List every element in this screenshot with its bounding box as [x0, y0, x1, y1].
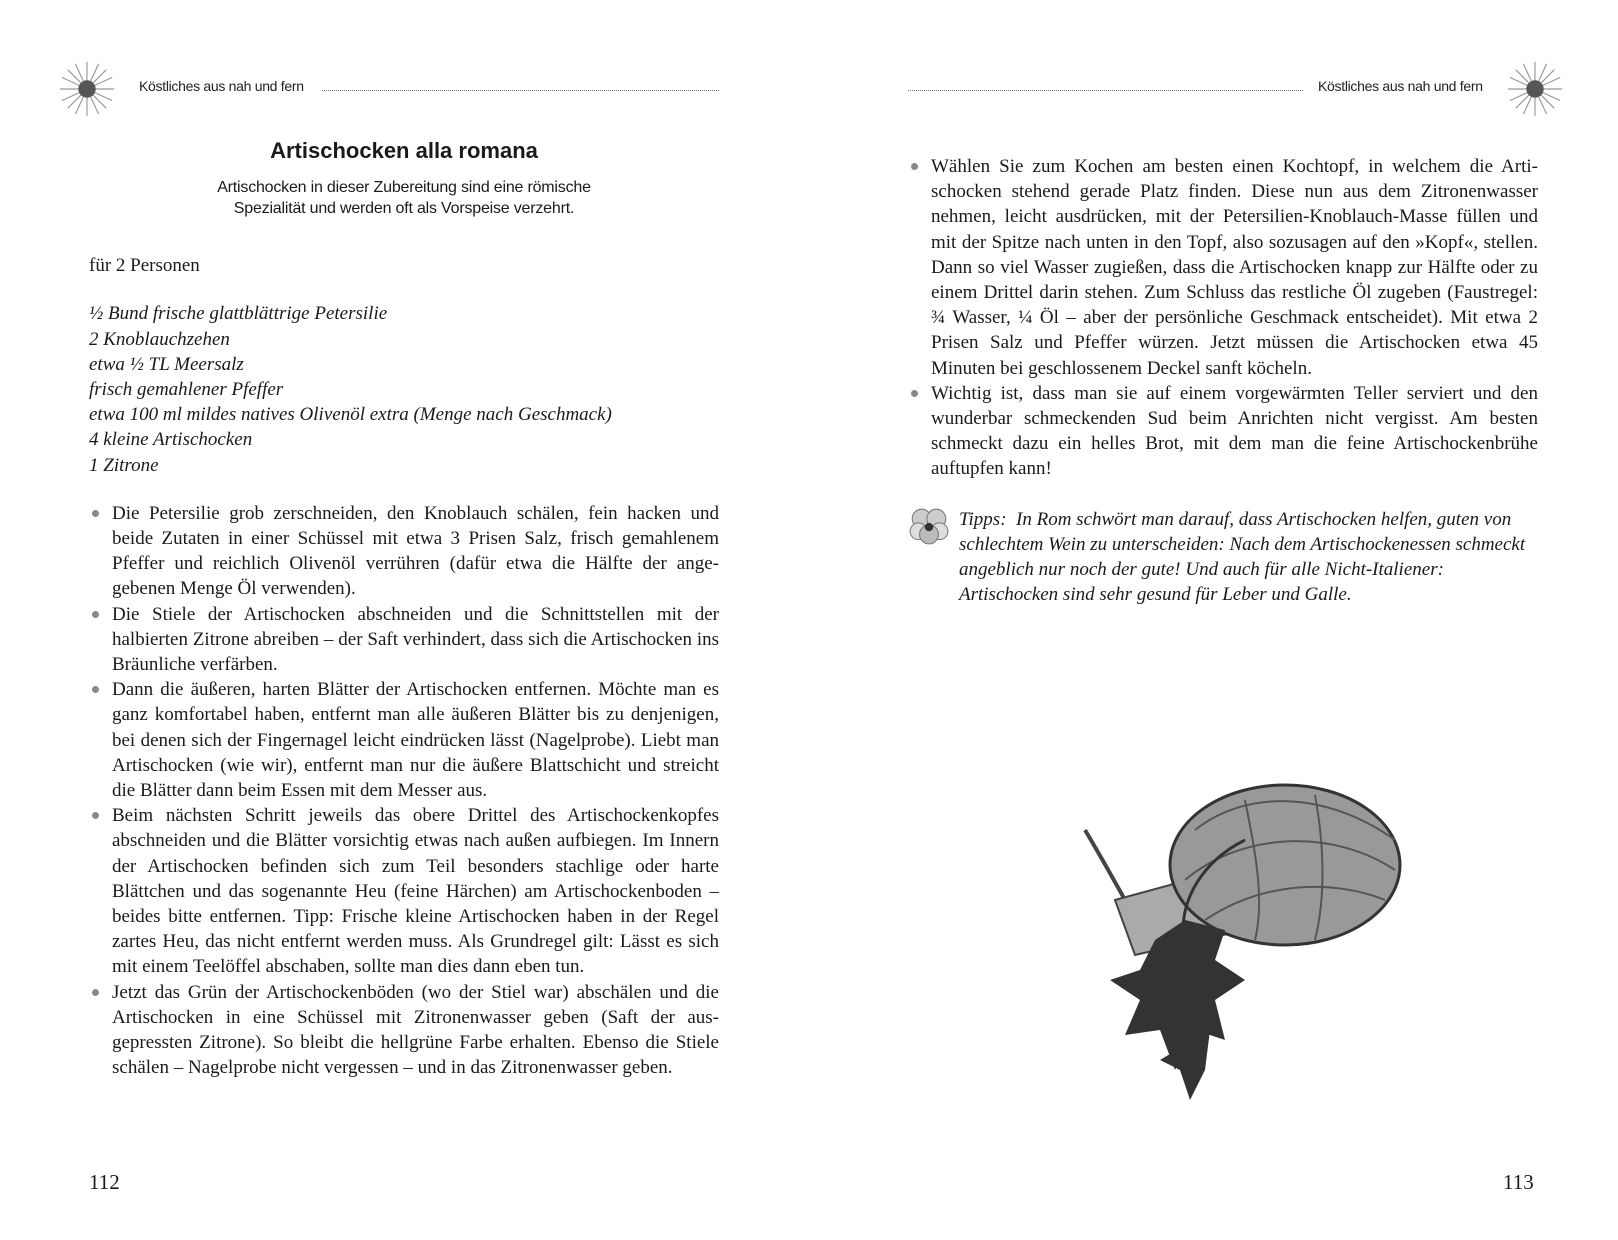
- step: Wichtig ist, dass man sie auf einem vorgewärmten Teller serviert und den wunderbar schmeckenden Sud beim Anrichten nicht vergisst. Am besten schmeckt dazu ein helles Brot, mit dem man die feine Artischockenbrühe auftupfen kann!: [908, 381, 1538, 482]
- left-page: [89, 138, 719, 1081]
- ingredient: etwa 100 ml mildes natives Olivenöl extra (Menge nach Geschmack): [89, 404, 612, 426]
- step: Die Stiele der Artischocken abschneiden und die Schnittstellen mit der halbierten Zitrone abreiben – der Saft verhindert, dass sich die Artischocken ins Bräunliche verfärben.: [89, 602, 719, 678]
- running-header-right: Köstliches aus nah und fern: [1318, 78, 1483, 94]
- ingredient: 1 Zitrone: [89, 454, 159, 476]
- intro-line: Spezialität und werden oft als Vorspeise verzehrt.: [233, 200, 575, 218]
- tip-label: Tipps:: [959, 508, 1007, 530]
- recipe-title: Artischocken alla romana: [270, 138, 538, 163]
- recipe-intro: [89, 177, 719, 219]
- artichoke-illustration: [1075, 770, 1425, 1115]
- tip-box: [908, 507, 1538, 608]
- step: Die Petersilie grob zerschneiden, den Knoblauch schälen, fein hacken und beide Zutaten in einer Schüssel mit etwa 3 Prisen Salz, frisch gemahlenem Pfeffer und reichlich Olivenöl verrühren (dafür etwa die Hälfte der angegebenen Menge Öl verwenden).: [89, 501, 719, 602]
- step: Beim nächsten Schritt jeweils das obere Drittel des Artischockenkopfes abschneiden und die Blätter vorsichtig etwas nach außen aufbiegen. Im Innern der Artischocken befinden sich zum Teil besonders stachlige oder harte Blättchen und das sogenannte Heu (feine Härchen) am Artischockenboden – beides bitte entfernen. Tipp: Frische kleine Artischocken haben in der Regel zartes Heu, das nicht entfernt werden muss. Als Grundregel gilt: Lässt es sich mit einem Teelöffel abschaben, sollte man dies dann eben tun.: [89, 803, 719, 979]
- page-number-right: 113: [1503, 1170, 1534, 1194]
- ingredient: ½ Bund frische glattblättrige Petersilie: [89, 303, 388, 325]
- tip-text: In Rom schwört man darauf, dass Artischocken helfen, guten von schlechtem Wein zu unterscheiden: Nach dem Artischockenessen schmeckt angeblich nur noch der gute! Und auch für alle Nicht-Italiener: Artischocken sind sehr gesund für Leber und Galle.: [959, 508, 1526, 606]
- ingredient: 4 kleine Artischocken: [89, 429, 253, 451]
- ingredient: 2 Knoblauchzehen: [89, 328, 230, 350]
- flower-icon: [58, 60, 116, 118]
- ingredient: etwa ½ TL Meersalz: [89, 353, 244, 375]
- ingredient: frisch gemahlener Pfeffer: [89, 379, 284, 401]
- flower-icon: [1506, 60, 1564, 118]
- pansy-icon: [908, 505, 950, 547]
- running-header-left: Köstliches aus nah und fern: [139, 78, 304, 94]
- steps-list: [908, 154, 1538, 482]
- page-number-left: 112: [89, 1170, 120, 1194]
- ingredients-list: [89, 301, 719, 477]
- intro-line: Artischocken in dieser Zubereitung sind eine römische: [217, 179, 591, 197]
- header-divider: [322, 90, 719, 91]
- header-divider: [908, 90, 1303, 91]
- step: Jetzt das Grün der Artischockenböden (wo der Stiel war) abschälen und die Artischocken in eine Schüssel mit Zitronenwasser geben (Saft der ausgepressten Zitrone). So bleibt die hellgrüne Farbe erhalten. Ebenso die Stiele schälen – Nagelprobe nicht vergessen – und in das Zitronenwasser geben.: [89, 980, 719, 1081]
- right-page: [908, 154, 1538, 607]
- step: Wählen Sie zum Kochen am besten einen Kochtopf, in welchem die Artischocken stehend gerade Platz finden. Diese nun aus dem Zitronenwasser nehmen, leicht ausdrücken, mit der Petersilien-Knoblauch-Masse füllen und mit der Spitze nach unten in den Topf, also sozusagen auf den »Kopf«, stellen. Dann so viel Wasser zugießen, dass die Artischocken knapp zur Hälfte oder zu einem Drittel darin stehen. Zum Schluss das restliche Öl zugeben (Faustregel: ¾ Wasser, ¼ Öl – aber der persönliche Geschmack entscheidet). Mit etwa 2 Prisen Salz und Pfeffer würzen. Jetzt müssen die Artischocken etwa 45 Minuten bei geschlossenem Deckel sanft köcheln.: [908, 154, 1538, 381]
- step: Dann die äußeren, harten Blätter der Artischocken entfernen. Möchte man es ganz komfortabel haben, entfernt man alle äußeren Blätter bis zu denjenigen, bei denen sich der Fingernagel leicht eindrücken lässt (Nagelprobe). Liebt man Artischocken (wie wir), entfernt man nur die äußere Blattschicht und streicht die Blätter dann beim Essen mit dem Messer aus.: [89, 677, 719, 803]
- servings: für 2 Personen: [89, 255, 200, 277]
- steps-list: [89, 501, 719, 1081]
